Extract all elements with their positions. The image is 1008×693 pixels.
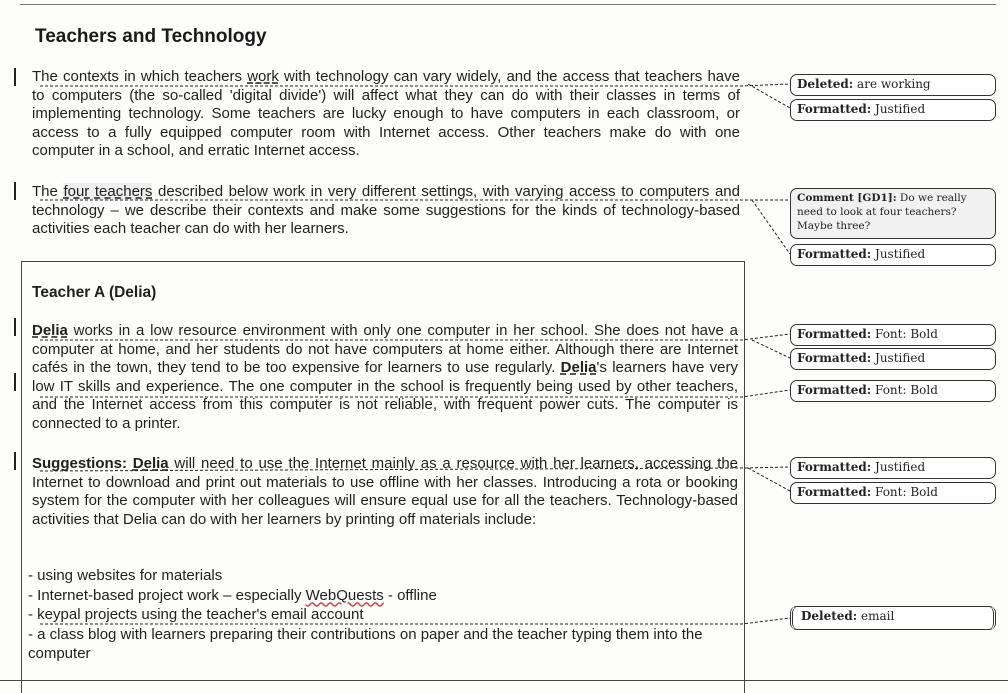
- teacher-a-heading: Teacher A (Delia): [32, 284, 157, 301]
- list-item: - using websites for materials: [28, 567, 223, 584]
- balloon-formatted[interactable]: Formatted: Justified: [790, 457, 996, 479]
- balloon-formatted[interactable]: Formatted: Justified: [790, 99, 996, 121]
- activity-list: [28, 566, 728, 664]
- change-bar: [14, 182, 16, 200]
- balloon-formatted[interactable]: Formatted: Font: Bold: [790, 380, 996, 402]
- list-item: - keypal projects using the teacher's email account: [28, 606, 364, 623]
- balloon-formatted[interactable]: Formatted: Justified: [790, 348, 996, 370]
- comment-anchor-four-teachers[interactable]: four teachers: [63, 183, 153, 200]
- change-bar: [14, 68, 16, 86]
- connector-line: [752, 340, 790, 358]
- balloon-formatted[interactable]: Formatted: Justified: [790, 244, 996, 266]
- connector-line: [752, 200, 790, 254]
- list-item: - a class blog with learners preparing their contributions on paper and the teacher typing them into the computer: [28, 625, 703, 662]
- page-top-rule: [20, 4, 996, 5]
- deleted-marker-work[interactable]: work: [247, 68, 279, 85]
- balloon-comment[interactable]: Comment [GD1]: Do we really need to look at four teachers? Maybe three?: [790, 188, 996, 239]
- change-bar: [14, 318, 16, 336]
- page-bottom-rule: [0, 680, 1008, 681]
- intro-paragraph: The contexts in which teachers work with technology can vary widely, and the access that teachers have to computers (the so-called 'digital divide') will affect what they can do with their classes in terms of implementing technology. Some teachers are lucky enough to have computers in each classroom, or access to a fully equipped computer room with Internet access. Other teachers make do with one computer in a school, and erratic Internet access.: [32, 68, 740, 160]
- suggestions-paragraph: Suggestions: Delia will need to use the Internet mainly as a resource with her learners, accessing the Internet to download and print out materials to use offline with her classes. Introducing a rota or booking system for the computer with her colleagues will ensure equal use for all the teachers. Technology-based activities that Delia can do with her learners by printing off materials include:: [32, 455, 739, 528]
- change-bar: [14, 452, 16, 470]
- connector-line: [748, 468, 790, 491]
- balloon-deleted[interactable]: Deleted: email: [790, 606, 996, 630]
- delia-context-paragraph: Delia works in a low resource environment with only one computer in her school. She does not have a computer at home, and her students do not have computers at home either. Although there are Internet cafés in the town, they tend to be too expensive for learners to use regularly. Delia's learners have very low IT skills and experience. The one computer in the school is frequently being used by other teachers, and the Internet access from this computer is not reliable, with frequent power cuts. The computer is connected to a printer.: [32, 322, 738, 432]
- document-title: Teachers and Technology: [35, 26, 267, 47]
- change-bar: [14, 373, 16, 391]
- balloon-formatted[interactable]: Formatted: Font: Bold: [790, 482, 996, 504]
- connector-line: [748, 84, 790, 108]
- list-item: - Internet-based project work – especially WebQuests - offline: [28, 586, 437, 604]
- four-teachers-paragraph: The four teachers described below work in very different settings, with varying access to computers and technology – we describe their contexts and make some suggestions for the kinds of technology-based activities each teacher can do with her learners.: [32, 183, 740, 238]
- balloon-deleted[interactable]: Deleted: are working: [790, 74, 996, 96]
- balloon-formatted[interactable]: Formatted: Font: Bold: [790, 324, 996, 346]
